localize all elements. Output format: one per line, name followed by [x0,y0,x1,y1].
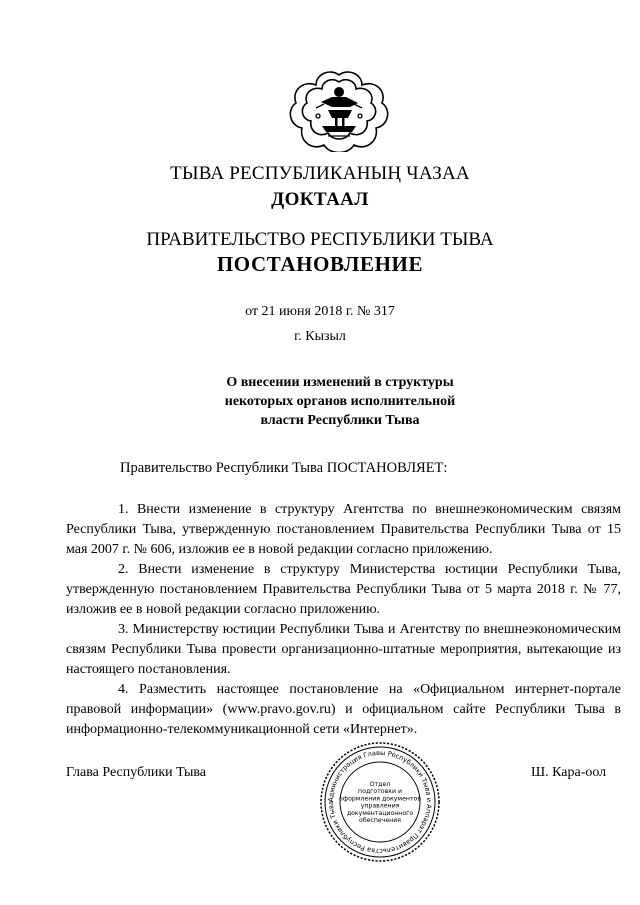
coat-of-arms-emblem [288,70,390,152]
stamp-inner-line: подготовки и [358,788,402,796]
title-line: власти Республики Тыва [260,413,420,428]
title-line: О внесении изменений в структуры [226,375,454,390]
stamp-inner-line: оформления документов [339,795,421,803]
document-type-heading: ПОСТАНОВЛЕНИЕ [216,252,424,276]
signatory-name: Ш. Кара-оол [531,765,607,780]
paragraph-3: 3. Министерству юстиции Республики Тыва и Агентству по внешнеэкономическим связям Республики Тыва провести организационно-штатные мероприятия, вытекающие из настоящего постановления. [66,622,621,677]
official-stamp [318,740,442,864]
tyva-doc-type: ДОКТААЛ [271,189,369,210]
paragraph-1: 1. Внести изменение в структуру Агентства по внешнеэкономическим связям Республики Тыва, утвержденную постановлением Правительства Республики Тыва от 15 мая 2007 г. № 606, изложив ее в новой редакции согласно приложению. [66,502,621,557]
resolution-intro: Правительство Республики Тыва ПОСТАНОВЛЯЕТ: [120,460,448,476]
svg-text:Администрация Главы Республики: Администрация Главы Республики Тыва и Аппарат Правительства Республики Тыва [326,748,434,856]
title-line: некоторых органов исполнительной [224,394,456,409]
stamp-inner-line: обеспечения [359,817,401,824]
signatory-position: Глава Республики Тыва [66,765,207,780]
document-title [190,373,490,430]
date-and-number: от 21 июня 2018 г. № 317 [245,304,395,319]
stamp-inner-line: Отдел [369,781,391,788]
city: г. Кызыл [294,329,346,344]
government-name: ПРАВИТЕЛЬСТВО РЕСПУБЛИКИ ТЫВА [146,229,494,250]
stamp-inner-line: управления [360,802,400,810]
paragraph-2: 2. Внести изменение в структуру Министерства юстиции Республики Тыва, утвержденную постановлением Правительства Республики Тыва от 5 марта 2018 г. № 77, изложив ее в новой редакции согласно приложению. [66,562,621,617]
tyva-government-name: ТЫВА РЕСПУБЛИКАНЫҢ ЧАЗАА [170,163,470,184]
stamp-inner-line: документационного [346,809,414,817]
paragraph-4: 4. Разместить настоящее постановление на «Официальном интернет-портале правовой информации» (www.pravo.gov.ru) и официальном сайте Республики Тыва в информационно-телекоммуникационной сети «Интернет». [66,682,621,737]
